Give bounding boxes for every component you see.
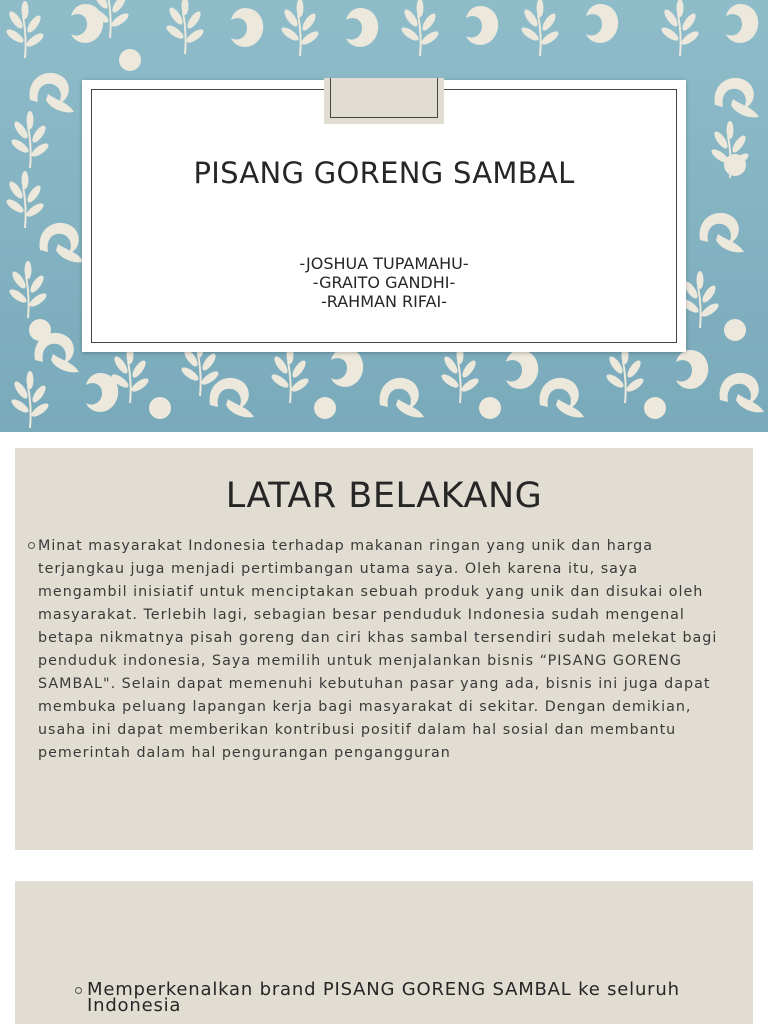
presentation-title: PISANG GORENG SAMBAL <box>193 156 575 190</box>
body-paragraph: Minat masyarakat Indonesia terhadap makanan ringan yang unik dan harga terjangkau juga menjadi pertimbangan utama saya. Oleh karena itu, saya mengambil inisiatif untuk menciptakan sebuah produk yang unik dan disukai oleh masyarakat. Terlebih lagi, sebagian besar penduduk Indonesia sudah mengenal betapa nikmatnya pisah goreng dan ciri khas sambal tersendiri sudah melekat bagi penduduk indonesia, Saya memilih untuk menjalankan bisnis “PISANG GORENG SAMBAL". Selain dapat memenuhi kebutuhan pasar yang ada, bisnis ini juga dapat membuka peluang lapangan kerja bagi masyarakat di sekitar. Dengan demikian, usaha ini dapat memberikan kontribusi positif dalam hal sosial dan membantu pemerintah dalam hal pengurangan pengangguran <box>38 538 718 761</box>
author-name: -JOSHUA TUPAMAHU- <box>299 254 469 273</box>
bullet-icon <box>28 542 35 549</box>
background-slide <box>15 448 753 850</box>
author-name: -RAHMAN RIFAI- <box>320 292 448 311</box>
title-card-tab <box>324 78 444 124</box>
title-card <box>82 80 686 352</box>
authors-list <box>82 254 686 311</box>
bullet-text: Memperkenalkan brand PISANG GORENG SAMBAL ke seluruh Indonesia <box>87 979 680 1016</box>
title-card-tab-frame <box>330 78 438 118</box>
bullet-icon <box>75 987 82 994</box>
author-name: -GRAITO GANDHI- <box>312 273 456 292</box>
goals-slide <box>15 881 753 1024</box>
section-title: LATAR BELAKANG <box>225 476 543 516</box>
title-slide <box>0 0 768 432</box>
